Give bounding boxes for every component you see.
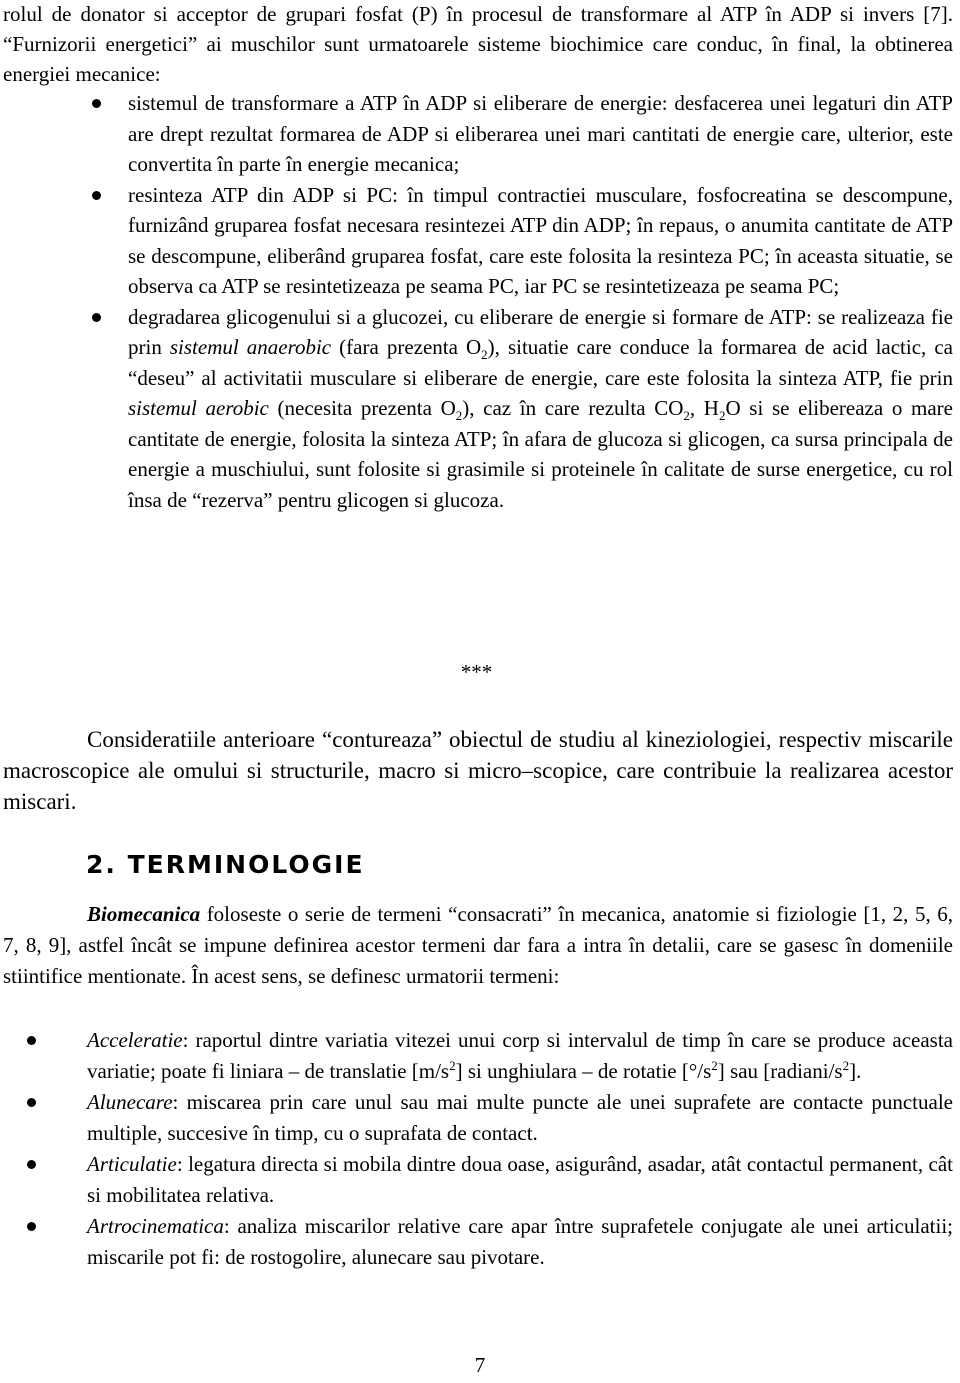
text-run: O si se elibereaza o mare cantitate de energie, folosita la sinteza ATP; în afara de glucoza si glicogen, ca sursa principala de energie a muschiului, sunt folosite si grasimile si proteinele în calitate de surse energetice, cu rol însa de “rezerva” pentru glicogen si glucoza.	[128, 396, 953, 512]
superscript: 2	[842, 1058, 850, 1073]
term-item-alunecare	[0, 1087, 953, 1149]
list-item-text: sistemul de transformare a ATP în ADP si eliberare de energie: desfacerea unei legaturi din ATP are drept rezultat formarea de ADP si eliberarea unei mari cantitati de energie care, ulterior, este convertita în parte în energie mecanica;	[128, 91, 953, 176]
list-item-text: resinteza ATP din ADP si PC: în timpul contractiei musculare, fosfocreatina se descompune, furnizând gruparea fosfat necesara resintezei ATP din ADP; în repaus, o anumita cantitate de ATP se descompune, eliberând gruparea fosfat, care este folosita la resinteza PC; în aceasta situatie, se observa ca ATP se resintetizeaza pe seama PC, iar PC se resintetizeaza pe seama PC;	[128, 182, 953, 298]
list-item-text	[128, 305, 953, 512]
intro-line-2: “Furnizorii energetici” ai muschilor sunt urmatoarele sisteme biochimice care conduc, în final, la obtinerea energiei mecanice:	[3, 32, 953, 86]
list-item	[0, 302, 953, 516]
term-definition: : legatura directa si mobila dintre doua oase, asigurând, asadar, atât contactul permanent, cât si mobilitatea relativa.	[87, 1152, 953, 1207]
bullet-icon	[27, 1098, 36, 1107]
section-heading: 2. TERMINOLOGIE	[86, 850, 365, 879]
term-name: Acceleratie	[87, 1028, 183, 1052]
subscript: 2	[683, 408, 690, 424]
term-name: Artrocinematica	[87, 1214, 224, 1238]
text-run: ), caz în care rezulta CO	[462, 396, 684, 420]
term-item-articulatie	[0, 1149, 953, 1211]
list-item	[0, 88, 953, 180]
term-definition: : miscarea prin care unul sau mai multe puncte ale unei suprafete are contacte punctuale multiple, succesive în timp, cu o suprafata de contact.	[87, 1090, 953, 1145]
intro-paragraph	[3, 0, 953, 89]
term-definition: ].	[849, 1059, 862, 1083]
subscript: 2	[481, 347, 488, 363]
terms-list	[0, 1025, 953, 1273]
list-item	[0, 180, 953, 302]
aerobic-term: sistemul aerobic	[128, 396, 269, 420]
term-item-acceleratie	[0, 1025, 953, 1087]
bullet-icon	[27, 1036, 36, 1045]
terminology-intro-paragraph	[3, 899, 953, 992]
text-run: ), situatie care conduce la formarea de acid lactic, ca “deseu” al activitatii musculare si eliberare de energie, care este folosita la sinteza ATP, fie prin	[128, 335, 953, 390]
text-run: foloseste o serie de termeni “consacrati” în mecanica, anatomie si fiziologie [1, 2, 5, 6, 7, 8, 9], astfel încât se impune definirea acestor termeni dar fara a intra în detalii, care se gasesc în domeniile stiintifice mentionate. În acest sens, se definesc urmatorii termeni:	[3, 902, 953, 988]
bullet-icon	[27, 1160, 36, 1169]
term-item-artrocinematica	[0, 1211, 953, 1273]
superscript: 2	[449, 1058, 456, 1073]
page-number: 7	[474, 1353, 486, 1377]
conclusion-paragraph: Consideratiile anterioare “contureaza” obiectul de studiu al kineziologiei, respectiv miscarile macroscopice ale omului si structurile, macro si micro–scopice, care contribuie la realizarea acestor miscari.	[3, 727, 953, 814]
text-run: (necesita prezenta O	[268, 396, 456, 420]
biomecanica-term: Biomecanica	[87, 902, 201, 926]
term-name: Alunecare	[87, 1090, 173, 1114]
intro-line-1: rolul de donator si acceptor de grupari fosfat (P) în procesul de transformare al ATP în ADP si invers [7].	[3, 2, 953, 26]
section-separator: ***	[460, 660, 493, 684]
term-name: Articulatie	[87, 1152, 177, 1176]
bullet-icon	[92, 313, 101, 322]
energy-systems-list	[0, 88, 953, 515]
subscript: 2	[718, 408, 726, 424]
superscript: 2	[711, 1058, 718, 1073]
subscript: 2	[455, 408, 463, 424]
text-run: degradarea glicogenului si a glucozei, cu eliberare de energie si formare de ATP: se realizeaza fie prin	[128, 304, 953, 359]
term-definition: : raportul dintre variatia vitezei unui corp si intervalul de timp în care se produce aceasta variatie; poate fi liniara – de translatie [m/s	[87, 1028, 953, 1083]
text-run: , H	[689, 396, 719, 420]
anaerobic-term: sistemul anaerobic	[169, 335, 332, 359]
text-run: (fara prezenta O	[331, 335, 482, 359]
term-definition: : analiza miscarilor relative care apar între suprafetele conjugate ale unei articulatii; miscarile pot fi: de rostogolire, alunecare sau pivotare.	[87, 1214, 953, 1269]
bullet-icon	[92, 191, 101, 200]
bullet-icon	[27, 1222, 36, 1231]
term-definition: ] sau [radiani/s	[717, 1059, 843, 1083]
term-definition: ] si unghiulara – de rotatie [°/s	[455, 1059, 712, 1083]
bullet-icon	[92, 99, 101, 108]
